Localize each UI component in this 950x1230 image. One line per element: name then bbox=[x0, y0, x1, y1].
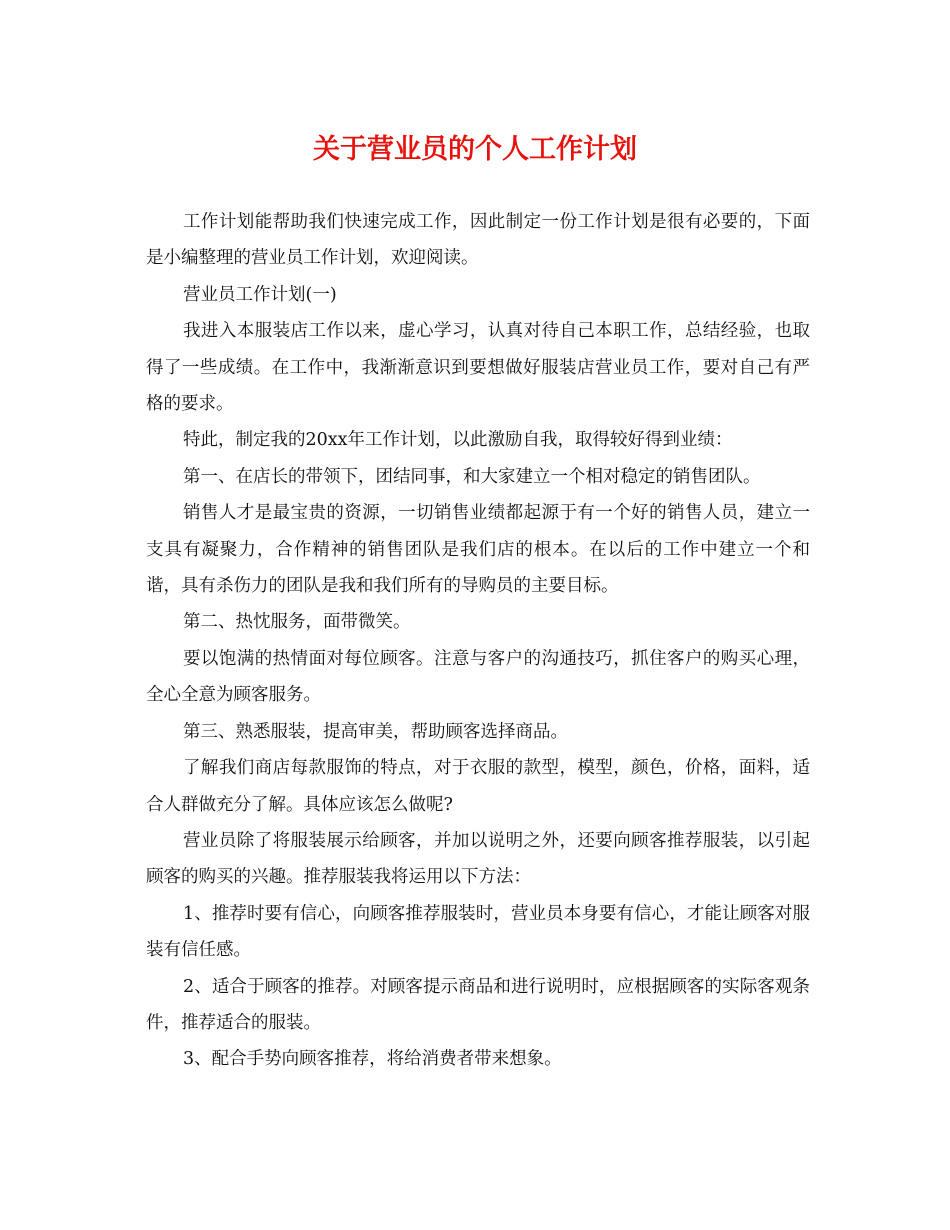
list-item: 2、适合于顾客的推荐。对顾客提示商品和进行说明时，应根据顾客的实际客观条件，推荐适合的服装。 bbox=[146, 976, 810, 1033]
paragraph: 销售人才是最宝贵的资源，一切销售业绩都起源于有一个好的销售人员，建立一支具有凝聚力，合作精神的销售团队是我们店的根本。在以后的工作中建立一个和谐，具有杀伤力的团队是我和我们所有的导购员的主要目标。 bbox=[146, 503, 810, 597]
list-item: 1、推荐时要有信心，向顾客推荐服装时，营业员本身要有信心，才能让顾客对服装有信任感。 bbox=[146, 903, 810, 961]
list-item: 3、配合手势向顾客推荐，将给消费者带来想象。 bbox=[183, 1049, 562, 1070]
section-heading: 营业员工作计划(一) bbox=[183, 284, 337, 305]
point-heading: 第三、熟悉服装，提高审美，帮助顾客选择商品。 bbox=[183, 721, 568, 742]
paragraph: 要以饱满的热情面对每位顾客。注意与客户的沟通技巧，抓住客户的购买心理，全心全意为顾客服务。 bbox=[146, 648, 810, 706]
point-heading: 第一、在店长的带领下，团结同事，和大家建立一个相对稳定的销售团队。 bbox=[183, 466, 761, 487]
paragraph: 了解我们商店每款服饰的特点，对于衣服的款型，模型，颜色，价格，面料，适合人群做充分了解。具体应该怎么做呢? bbox=[146, 758, 810, 815]
paragraph: 我进入本服装店工作以来，虚心学习，认真对待自己本职工作，总结经验，也取得了一些成绩。在工作中，我渐渐意识到要想做好服装店营业员工作，要对自己有严格的要求。 bbox=[146, 321, 810, 415]
document-title: 关于营业员的个人工作计划 bbox=[313, 134, 637, 165]
paragraph-intro: 工作计划能帮助我们快速完成工作，因此制定一份工作计划是很有必要的，下面是小编整理的营业员工作计划，欢迎阅读。 bbox=[146, 212, 810, 269]
paragraph: 特此，制定我的20xx年工作计划，以此激励自我，取得较好得到业绩： bbox=[183, 430, 733, 451]
document-body bbox=[146, 204, 810, 1078]
paragraph: 营业员除了将服装展示给顾客，并加以说明之外，还要向顾客推荐服装，以引起顾客的购买的兴趣。推荐服装我将运用以下方法： bbox=[146, 830, 810, 888]
point-heading: 第二、热忱服务，面带微笑。 bbox=[183, 612, 411, 633]
